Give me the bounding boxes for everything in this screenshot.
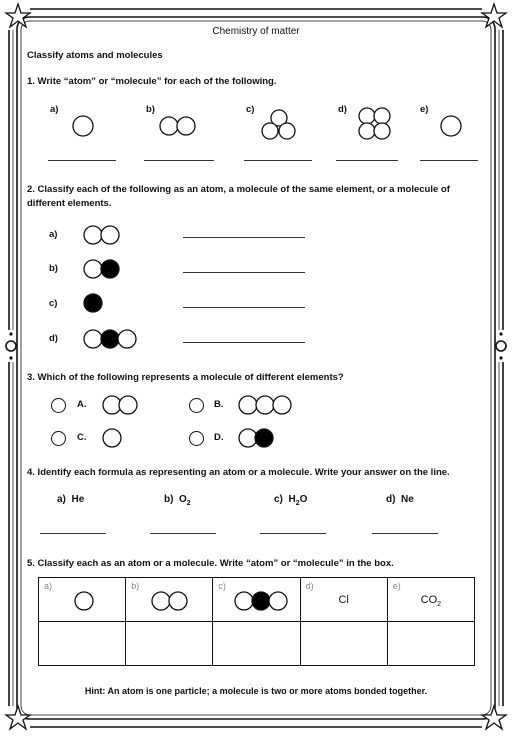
option-a-label: A. bbox=[77, 399, 87, 410]
q4-item-c bbox=[274, 494, 307, 507]
q4b-subscript: 2 bbox=[186, 500, 191, 507]
q2-label-c: c) bbox=[49, 298, 58, 309]
q4c-answer-line[interactable] bbox=[260, 533, 326, 534]
q2c-atom bbox=[84, 294, 102, 312]
q4c-subscript: 2 bbox=[295, 500, 300, 507]
question-2: 2. Classify each of the following as an atom, a molecule of the same element, or a molecule of different elements. bbox=[27, 184, 450, 209]
q4d-label: d) bbox=[386, 494, 396, 505]
question-5: 5. Classify each as an atom or a molecule. Write “atom” or “molecule” in the box. bbox=[27, 558, 394, 569]
q1c-atom-right bbox=[279, 123, 295, 139]
q1-label-e: e) bbox=[420, 104, 429, 115]
q5c-atom-2 bbox=[252, 592, 270, 610]
q2c-answer-line[interactable] bbox=[183, 307, 305, 308]
q5e-formula bbox=[388, 594, 474, 608]
hint-text: Hint: An atom is one particle; a molecule is two or more atoms bonded together. bbox=[84, 686, 428, 696]
q5e-label: e) bbox=[392, 581, 401, 591]
question-3: 3. Which of the following represents a molecule of different elements? bbox=[27, 372, 344, 383]
q2-label-b: b) bbox=[49, 263, 58, 274]
q4d-answer-line[interactable] bbox=[372, 533, 438, 534]
q5d-answer-box[interactable] bbox=[300, 622, 387, 666]
q5c-label: c) bbox=[218, 581, 226, 591]
option-b-label: B. bbox=[214, 399, 224, 410]
q1b-answer-line[interactable] bbox=[144, 160, 214, 161]
q5a-label: a) bbox=[44, 581, 53, 591]
q2-label-a: a) bbox=[49, 229, 58, 240]
q3-diagrams bbox=[0, 390, 320, 460]
q1d-atom-1 bbox=[359, 108, 375, 124]
q2d-atom-1 bbox=[84, 330, 102, 348]
q5b-label: b) bbox=[131, 581, 140, 591]
q1-label-c: c) bbox=[246, 104, 255, 115]
q2d-answer-line[interactable] bbox=[183, 342, 305, 343]
q5a-diagram bbox=[39, 578, 126, 622]
q5d-label: d) bbox=[305, 581, 314, 591]
q1c-answer-line[interactable] bbox=[244, 160, 312, 161]
q5c-atom-3 bbox=[269, 592, 287, 610]
q1b-atom-2 bbox=[177, 117, 195, 135]
q5-cell-a bbox=[39, 578, 126, 622]
q1e-atom bbox=[441, 116, 461, 136]
q4d-formula: Ne bbox=[401, 494, 414, 505]
q5e-formula-text: CO bbox=[420, 594, 438, 606]
q5-cell-b bbox=[126, 578, 213, 622]
q5e-answer-box[interactable] bbox=[387, 622, 474, 666]
q2d-atom-3 bbox=[118, 330, 136, 348]
q3b-atom-1 bbox=[239, 396, 257, 414]
q5-answer-row bbox=[39, 622, 475, 666]
q5-table bbox=[38, 577, 475, 666]
q1d-atom-2 bbox=[374, 108, 390, 124]
q5d-formula: Cl bbox=[338, 594, 349, 606]
q5b-diagram bbox=[126, 578, 213, 622]
q5a-answer-box[interactable] bbox=[39, 622, 126, 666]
q2-label-d: d) bbox=[49, 333, 58, 344]
q4b-label: b) bbox=[164, 494, 174, 505]
q3d-atom-2 bbox=[255, 429, 273, 447]
q4b-formula: O bbox=[179, 494, 187, 505]
q2b-answer-line[interactable] bbox=[183, 272, 305, 273]
q2a-atom-2 bbox=[101, 226, 119, 244]
q1c-atom-left bbox=[262, 123, 278, 139]
q2a-answer-line[interactable] bbox=[183, 237, 305, 238]
q5-cell-e bbox=[387, 578, 474, 622]
option-d-label: D. bbox=[214, 432, 224, 443]
q1d-atom-4 bbox=[374, 123, 390, 139]
question-4: 4. Identify each formula as representing an atom or a molecule. Write your answer on the line. bbox=[27, 467, 450, 478]
q1-diagrams bbox=[0, 100, 512, 150]
q2d-atom-2 bbox=[101, 330, 119, 348]
q4c-formula-post: O bbox=[299, 494, 308, 505]
q4-item-a bbox=[57, 494, 84, 505]
q3a-atom-2 bbox=[119, 396, 137, 414]
q1e-answer-line[interactable] bbox=[420, 160, 478, 161]
q1a-answer-line[interactable] bbox=[48, 160, 116, 161]
q5c-atom-1 bbox=[235, 592, 253, 610]
q5c-diagram bbox=[213, 578, 300, 622]
q4-item-d bbox=[386, 494, 414, 505]
q4a-label: a) bbox=[57, 494, 66, 505]
q5b-answer-box[interactable] bbox=[126, 622, 213, 666]
q4c-formula-pre: H bbox=[288, 494, 296, 505]
q3d-atom-1 bbox=[239, 429, 257, 447]
q4a-formula: He bbox=[71, 494, 85, 505]
q1-label-d: d) bbox=[338, 104, 347, 115]
q2a-atom-1 bbox=[84, 226, 102, 244]
q5-item-row bbox=[39, 578, 475, 622]
q2-diagrams bbox=[0, 220, 180, 355]
option-c-label: C. bbox=[77, 432, 87, 443]
q3b-atom-3 bbox=[273, 396, 291, 414]
question-1: 1. Write “atom” or “molecule” for each of the following. bbox=[27, 76, 277, 87]
q1d-answer-line[interactable] bbox=[336, 160, 398, 161]
section-subtitle: Classify atoms and molecules bbox=[27, 50, 163, 61]
q5-cell-d bbox=[300, 578, 387, 622]
q4c-label: c) bbox=[274, 494, 283, 505]
page-title: Chemistry of matter bbox=[212, 26, 300, 37]
q2b-atom-1 bbox=[84, 260, 102, 278]
q3a-atom-1 bbox=[103, 396, 121, 414]
q1b-atom-1 bbox=[160, 117, 178, 135]
q5e-subscript: 2 bbox=[437, 601, 442, 609]
q1-label-a: a) bbox=[50, 104, 59, 115]
q1a-atom bbox=[73, 116, 93, 136]
q4b-answer-line[interactable] bbox=[150, 533, 216, 534]
q5-cell-c bbox=[213, 578, 300, 622]
q4a-answer-line[interactable] bbox=[40, 533, 106, 534]
q2b-atom-2 bbox=[101, 260, 119, 278]
q5b-atom-2 bbox=[169, 592, 187, 610]
q1d-atom-3 bbox=[359, 123, 375, 139]
q5a-atom bbox=[75, 592, 93, 610]
q3c-atom bbox=[103, 429, 121, 447]
q5b-atom-1 bbox=[152, 592, 170, 610]
q3b-atom-2 bbox=[256, 396, 274, 414]
q4-item-b bbox=[164, 494, 191, 507]
q1-label-b: b) bbox=[146, 104, 155, 115]
q5c-answer-box[interactable] bbox=[213, 622, 300, 666]
